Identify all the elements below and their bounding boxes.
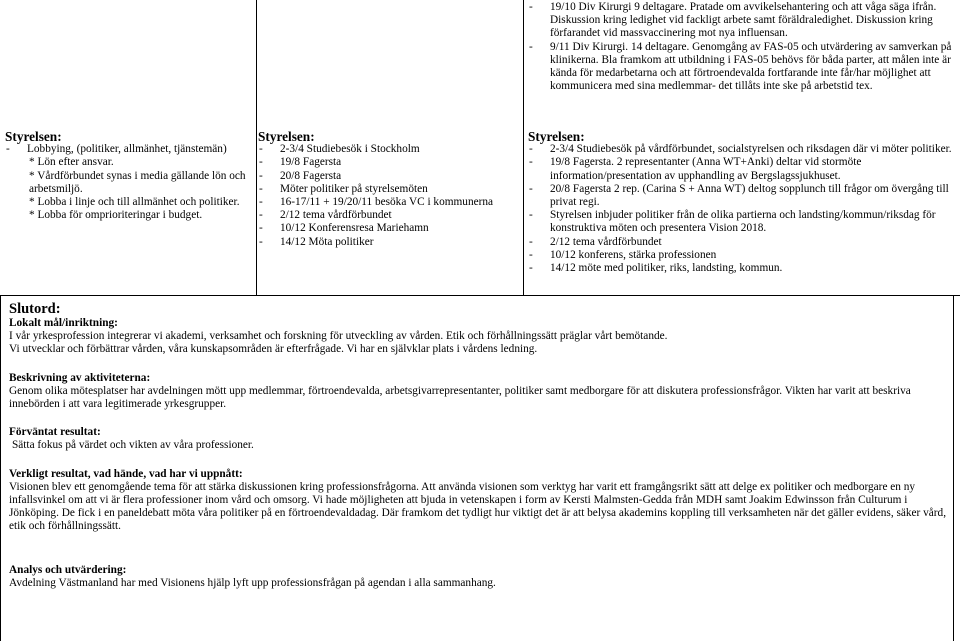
list-item: - 10/12 Konferensresa Mariehamn bbox=[258, 222, 520, 235]
list-item: - 10/12 konferens, stärka professionen bbox=[528, 249, 952, 262]
mal-label: Lokalt mål/inriktning: bbox=[9, 317, 118, 329]
list-item: - 2-3/4 Studiebesök på vårdförbundet, socialstyrelsen och riksdagen där vi möter politiker. bbox=[528, 143, 952, 156]
list-item: - 20/8 Fagersta bbox=[258, 170, 520, 183]
col3-list bbox=[528, 143, 952, 275]
list-item: - Styrelsen inbjuder politiker från de olika partierna och landsting/kommun/riksdag för konstruktiva möten och presentera Vision 2018. bbox=[528, 209, 952, 235]
col2-cell bbox=[258, 130, 520, 249]
slutord-right-border bbox=[953, 295, 954, 641]
aktiv-text: Genom olika mötesplatser har avdelningen mött upp medlemmar, förtroendevalda, arbetsgivarrepresentanter, politiker samt medborgare för att diskutera professionsfrågor. Vikten har varit att beskriva innebörden i att vara legitimerade yrkesgrupper. bbox=[9, 384, 911, 411]
list-item: - 14/12 möte med politiker, riks, landsting, kommun. bbox=[528, 262, 952, 275]
col3-label: Styrelsen: bbox=[528, 129, 585, 144]
col2-label: Styrelsen: bbox=[258, 129, 315, 144]
list-item: - 2/12 tema vårdförbundet bbox=[528, 236, 952, 249]
verkligt-text: Visionen blev ett genomgående tema för att stärka diskussionen kring professionsfrågorna. Att använda visionen som verktyg har varit ett framgångsrikt sätt att delge ex politiker och medborgare en ny infallsvinkel om att vi är flera professioner inom vård och omsorg. Vi hade möjligheten att bjuda in vetenskapen i form av Kersti Malmsten-Gedda från MDH samt Joakim Edwinsson från Culturum i Jönköping. De fick i en paneldebatt möta våra politiker på en förtroendevaldadag. Där framkom det tydligt hur viktigt det är att belysa akademins koppling till verksamheten när det gäller evidens, säker vård, etik och förhållningssätt. bbox=[9, 480, 947, 533]
list-item: - 2-3/4 Studiebesök i Stockholm bbox=[258, 143, 520, 156]
analys-label: Analys och utvärdering: bbox=[9, 563, 127, 576]
aktiv-label: Beskrivning av aktiviteterna: bbox=[9, 371, 151, 384]
col1-label: Styrelsen: bbox=[5, 129, 62, 144]
list-item: - 19/8 Fagersta bbox=[258, 156, 520, 169]
col1-subitem: * Lobba i linje och till allmänhet och politiker. bbox=[29, 196, 240, 209]
table-divider-2 bbox=[523, 0, 524, 296]
list-item: - 2/12 tema vårdförbundet bbox=[258, 209, 520, 222]
verkligt-label: Verkligt resultat, vad hände, vad har vi uppnått: bbox=[9, 467, 243, 480]
forvantat-label: Förväntat resultat: bbox=[9, 426, 101, 439]
forvantat-text: Sätta fokus på värdet och vikten av våra professioner. bbox=[12, 439, 254, 452]
analys-text: Avdelning Västmanland har med Visionens hjälp lyft upp professionsfrågan på agendan i alla sammanhang. bbox=[9, 576, 496, 589]
col1-cell bbox=[5, 130, 253, 222]
mal-line: Vi utvecklar och förbättrar vården, våra kunskapsområden är efterfrågade. Vi har en självklar plats i vårdens ledning. bbox=[9, 343, 538, 356]
list-item: - 16-17/11 + 19/20/11 besöka VC i kommunerna bbox=[258, 196, 520, 209]
col1-subitem: * Lön efter ansvar. bbox=[29, 156, 114, 169]
col3-top-list bbox=[528, 1, 952, 93]
col3-cell bbox=[528, 130, 952, 275]
slutord-title: Slutord: bbox=[9, 301, 61, 317]
table-divider-1 bbox=[256, 0, 257, 296]
list-item: - 19/10 Div Kirurgi 9 deltagare. Pratade om avvikelsehantering och att våga säga ifrån. Diskussion kring ledighet vid fackligt arbete samt föräldraledighet. Diskussion kring förfarandet vid massvaccinering mot nya influensan. bbox=[528, 1, 952, 41]
slutord-left-border bbox=[0, 295, 1, 641]
table-bottom-border bbox=[0, 295, 960, 296]
col2-list bbox=[258, 143, 520, 249]
list-item: - 9/11 Div Kirurgi. 14 deltagare. Genomgång av FAS-05 och utvärdering av samverkan på klinikerna. Bla framkom att utbildning i FAS-05 behövs för båda parter, att målen inte är kända för medarbetarna och att förtroendevalda fortfarande inte får/har möjlighet att kommunicera med sina medlemmar- det tillåts inte ske på arbetstid tex. bbox=[528, 41, 952, 94]
list-item: - Möter politiker på styrelsemöten bbox=[258, 183, 520, 196]
mal-line: I vår yrkesprofession integrerar vi akademi, verksamhet och forskning för utveckling av vården. Etik och förhållningssätt präglar vårt bemötande. bbox=[9, 330, 668, 343]
list-item: - 20/8 Fagersta 2 rep. (Carina S + Anna WT) deltog sopplunch till frågor om övergång till privat regi. bbox=[528, 183, 952, 209]
col1-subitem: * Lobba för omprioriteringar i budget. bbox=[29, 209, 203, 222]
col1-item: Lobbying, (politiker, allmänhet, tjänstemän) bbox=[27, 143, 227, 156]
list-item bbox=[5, 143, 253, 156]
slutord-section bbox=[9, 301, 951, 590]
col1-list bbox=[5, 143, 253, 156]
col1-subitem: * Vårdförbundet synas i media gällande lön och arbetsmiljö. bbox=[29, 169, 246, 195]
list-item: - 19/8 Fagersta. 2 representanter (Anna WT+Anki) deltar vid stormöte information/presentation av upphandling av Bergslagssjukhuset. bbox=[528, 156, 952, 182]
list-item: - 14/12 Möta politiker bbox=[258, 236, 520, 249]
